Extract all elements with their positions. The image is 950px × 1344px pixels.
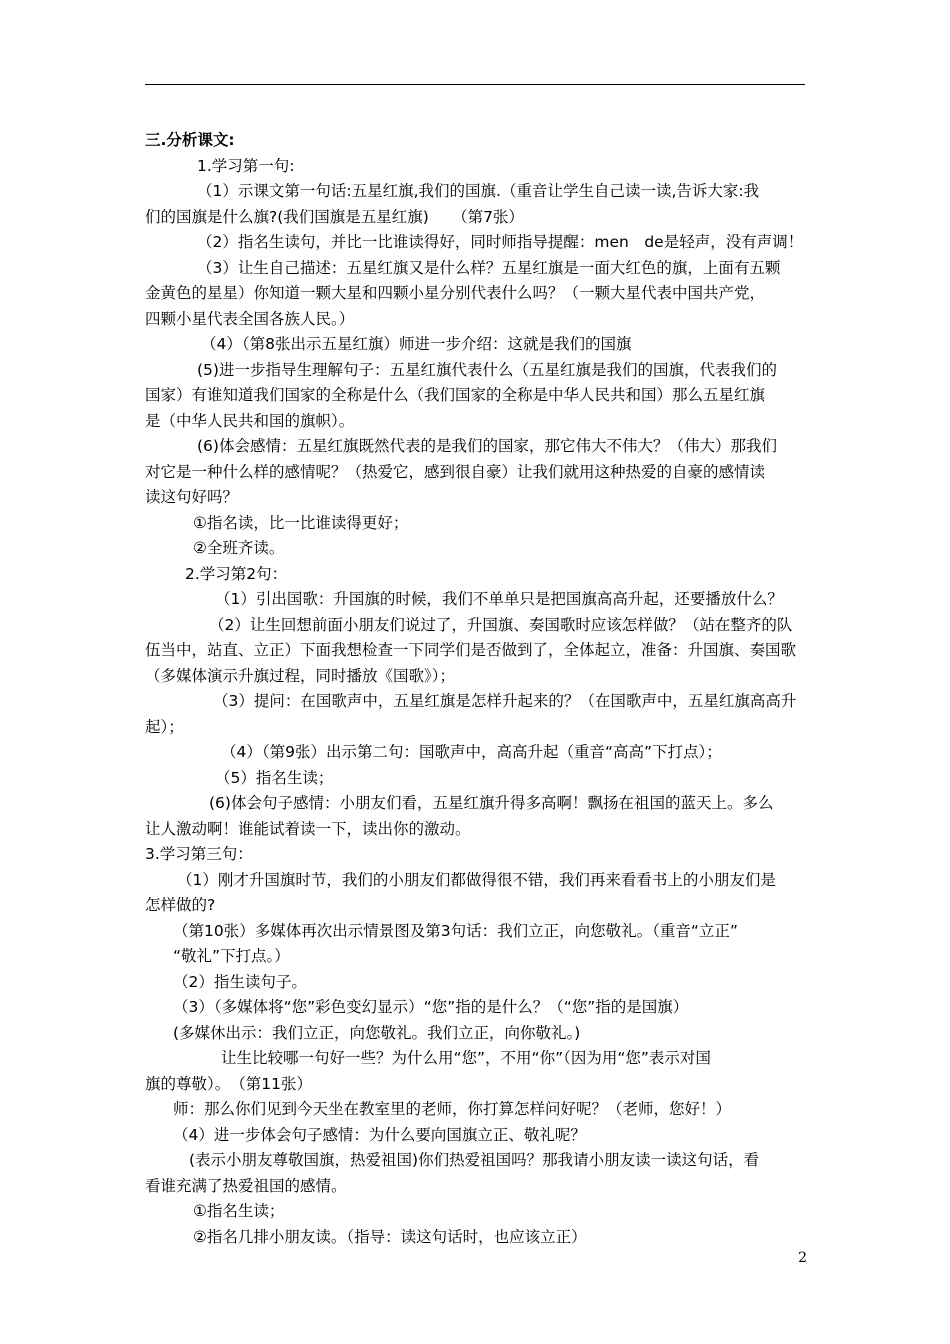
text-line: 旗的尊敬）。 （第11张）: [145, 1074, 312, 1093]
text-line: 2.学习第2句：: [185, 564, 288, 583]
text-line: （2）让生回想前面小朋友们说过了，升国旗、奏国歌时应该怎样做？（站在整齐的队: [209, 615, 793, 634]
text-line: 看谁充满了热爱祖国的感情。: [145, 1176, 347, 1195]
text-line: （2）指名生读句，并比一比谁读得好，同时师指导提醒：men de是轻声，没有声调！: [197, 233, 804, 251]
text-line: (5)进一步指导生理解句子：五星红旗代表什么（五星红旗是我们的国旗，代表我们的: [197, 360, 777, 379]
text-line: (多媒休出示：我们立正，向您敬礼。我们立正，向你敬礼。): [173, 1023, 581, 1042]
text-line: ①指名读，比一比谁读得更好；: [193, 513, 409, 532]
text-line: 伍当中，站直、立正）下面我想检查一下同学们是否做到了，全体起立，准备：升国旗、奏国歌: [145, 641, 797, 659]
text-line: (6)体会感情：五星红旗既然代表的是我们的国家，那它伟大不伟大？（伟大）那我们: [197, 437, 777, 455]
text-line: ②全班齐读。: [193, 539, 285, 557]
text-line: （1）引出国歌：升国旗的时候，我们不单单只是把国旗高高升起，还要播放什么？: [215, 590, 783, 608]
text-line: （3）提问：在国歌声中，五星红旗是怎样升起来的？（在国歌声中，五星红旗高高升: [213, 692, 797, 710]
text-line: （1）刚才升国旗时节，我们的小朋友们都做得很不错，我们再来看看书上的小朋友们是: [177, 870, 776, 889]
text-line: （4）（第9张）出示第二句：国歌声中，高高升起（重音“高高”下打点）；: [221, 743, 722, 761]
text-line: （第10张）多媒体再次出示情景图及第3句话：我们立正，向您敬礼。（重音“立正”: [173, 921, 738, 940]
text-line: 对它是一种什么样的感情呢？（热爱它，感到很自豪）让我们就用这种热爱的自豪的感情读: [145, 462, 766, 481]
text-line: 金黄色的星星）你知道一颗大星和四颗小星分别代表什么吗？（一颗大星代表中国共产党，: [145, 284, 766, 302]
text-line: (6)体会句子感情：小朋友们看，五星红旗升得多高啊！飘扬在祖国的蓝天上。多么: [209, 794, 774, 812]
text-line: ②指名几排小朋友读。（指导：读这句话时，也应该立正）: [193, 1227, 587, 1246]
text-line: 1.学习第一句:: [197, 156, 295, 175]
text-line: 让生比较哪一句好一些？为什么用“您”，不用“你”（因为用“您”表示对国: [221, 1049, 711, 1067]
text-line: （1）示课文第一句话:五星红旗,我们的国旗.（重音让学生自己读一读,告诉大家:我: [197, 182, 760, 200]
text-line: 起）；: [145, 717, 184, 736]
text-line: (表示小朋友尊敬国旗，热爱祖国)你们热爱祖国吗？那我请小朋友读一读这句话，看: [189, 1151, 760, 1169]
document-body: [145, 128, 810, 1250]
text-line: 让人激动啊！谁能试着读一下，读出你的激动。: [145, 819, 471, 838]
page-number: 2: [798, 1250, 807, 1266]
text-line: 四颗小星代表全国各族人民。）: [145, 309, 355, 328]
text-line: 3.学习第三句：: [145, 845, 253, 863]
text-line: （2）指生读句子。: [173, 972, 307, 991]
text-line: 读这句好吗？: [145, 488, 239, 506]
text-line: ①指名生读；: [193, 1202, 285, 1220]
text-line: 是（中华人民共和国的旗帜）。: [145, 411, 355, 430]
section-heading: 三.分析课文:: [145, 131, 235, 149]
text-line: 怎样做的?: [145, 896, 216, 914]
text-line: 国家）有谁知道我们国家的全称是什么（我们国家的全称是中华人民共和国）那么五星红旗: [145, 386, 766, 404]
text-line: （多媒体演示升旗过程，同时播放《国歌》）；: [145, 666, 456, 685]
text-line: 师：那么你们见到今天坐在教室里的老师，你打算怎样问好呢？（老师，您好！）: [173, 1100, 732, 1118]
text-line: 们的国旗是什么旗?(我们国旗是五星红旗) （第7张）: [145, 207, 524, 226]
header-rule: [145, 84, 805, 85]
text-line: （4）进一步体会句子感情：为什么要向国旗立正、敬礼呢？: [173, 1125, 586, 1144]
text-line: （5）指名生读；: [215, 768, 334, 787]
text-line: （3）让生自己描述：五星红旗又是什么样？五星红旗是一面大红色的旗，上面有五颗: [197, 258, 781, 277]
text-line: （4）（第8张出示五星红旗）师进一步介绍：这就是我们的国旗: [201, 335, 632, 353]
text-line: （3）（多媒体将“您”彩色变幻显示）“您”指的是什么？（“您”指的是国旗）: [173, 998, 689, 1016]
paragraph-list: [145, 154, 810, 1251]
text-line: “敬礼”下打点。）: [173, 947, 290, 965]
